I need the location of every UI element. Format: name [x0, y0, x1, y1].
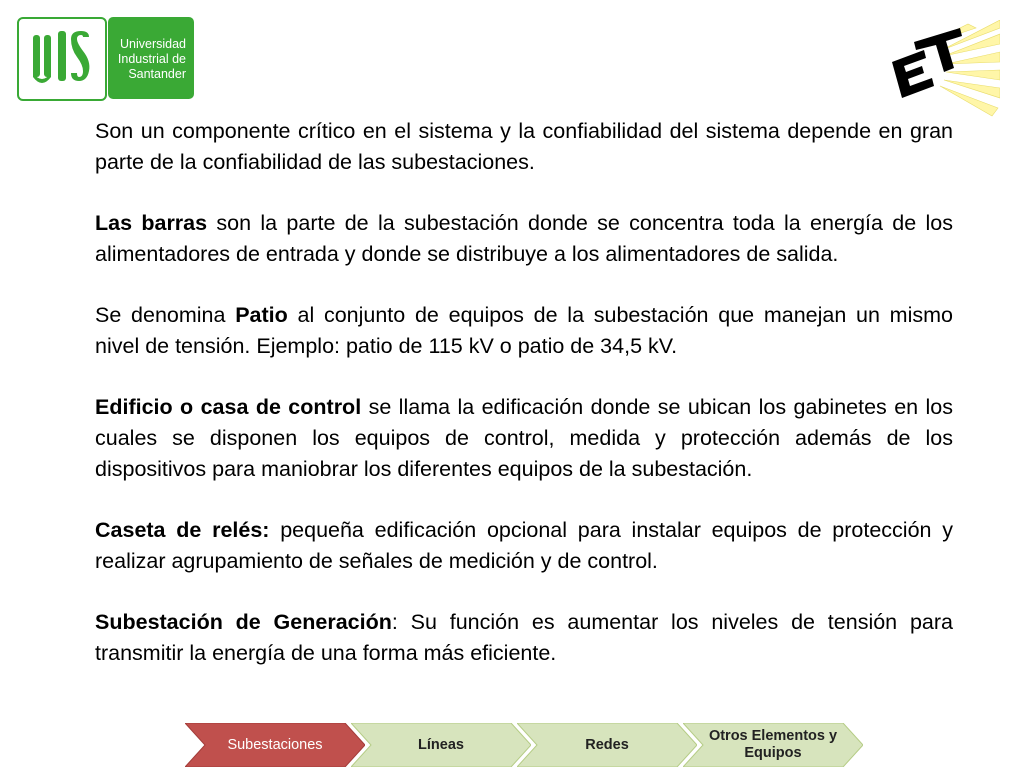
nav-label: Redes: [585, 736, 629, 753]
nav-label: Otros Elementos y Equipos: [708, 728, 838, 761]
paragraph-text: Se denomina: [95, 303, 236, 327]
paragraph-term: Patio: [235, 303, 288, 327]
uis-name-line: Santander: [128, 67, 186, 81]
paragraph-text: son la parte de la subestación donde se concentra toda la energía de los alimentadores de entrada y donde se distribuye a los alimentadores de salida.: [95, 211, 953, 266]
nav-lineas[interactable]: [351, 723, 531, 767]
uis-logo: [17, 17, 195, 99]
uis-name-block: [108, 17, 194, 99]
paragraph-term: Las barras: [95, 211, 208, 235]
section-nav: [185, 723, 865, 767]
paragraph: [95, 208, 953, 270]
paragraph-text: pequeña edificación opcional para instalar equipos de protección y realizar agrupamiento de señales de medición y de control.: [95, 518, 953, 573]
paragraph: [95, 515, 953, 577]
et-logo: [880, 20, 1000, 120]
slide-body: [95, 116, 953, 699]
paragraph-text: se llama la edificación donde se ubican los gabinetes en los cuales se disponen los equipos de control, medida y protección además de los dispositivos para maniobrar los diferentes equipos de la subestación.: [95, 395, 953, 481]
nav-subestaciones[interactable]: [185, 723, 365, 767]
paragraph-text: Son un componente crítico en el sistema y la confiabilidad del sistema depende en gran parte de la confiabilidad de las subestaciones.: [95, 119, 953, 174]
uis-name-line: Industrial de: [117, 52, 186, 66]
paragraph-term: Subestación de Generación: [95, 610, 392, 634]
paragraph: [95, 300, 953, 362]
nav-label: Líneas: [418, 736, 464, 753]
uis-name-line: Universidad: [119, 37, 186, 51]
paragraph-term: Edificio o casa de control: [95, 395, 362, 419]
paragraph-text: al conjunto de equipos de la subestación que manejan un mismo nivel de tensión. Ejemplo: patio de 115 kV o patio de 34,5 kV.: [95, 303, 953, 358]
et-lightbulb-icon: [880, 20, 1000, 120]
paragraph: [95, 392, 953, 485]
paragraph: [95, 607, 953, 669]
paragraph: [95, 116, 953, 178]
paragraph-term: Caseta de relés:: [95, 518, 270, 542]
uis-monogram-icon: [31, 29, 93, 87]
nav-label: Subestaciones: [227, 736, 323, 753]
nav-otros-elementos[interactable]: [683, 723, 863, 767]
uis-mark: [17, 17, 107, 101]
paragraph-text: : Su función es aumentar los niveles de tensión para transmitir la energía de una forma más eficiente.: [95, 610, 953, 665]
nav-redes[interactable]: [517, 723, 697, 767]
